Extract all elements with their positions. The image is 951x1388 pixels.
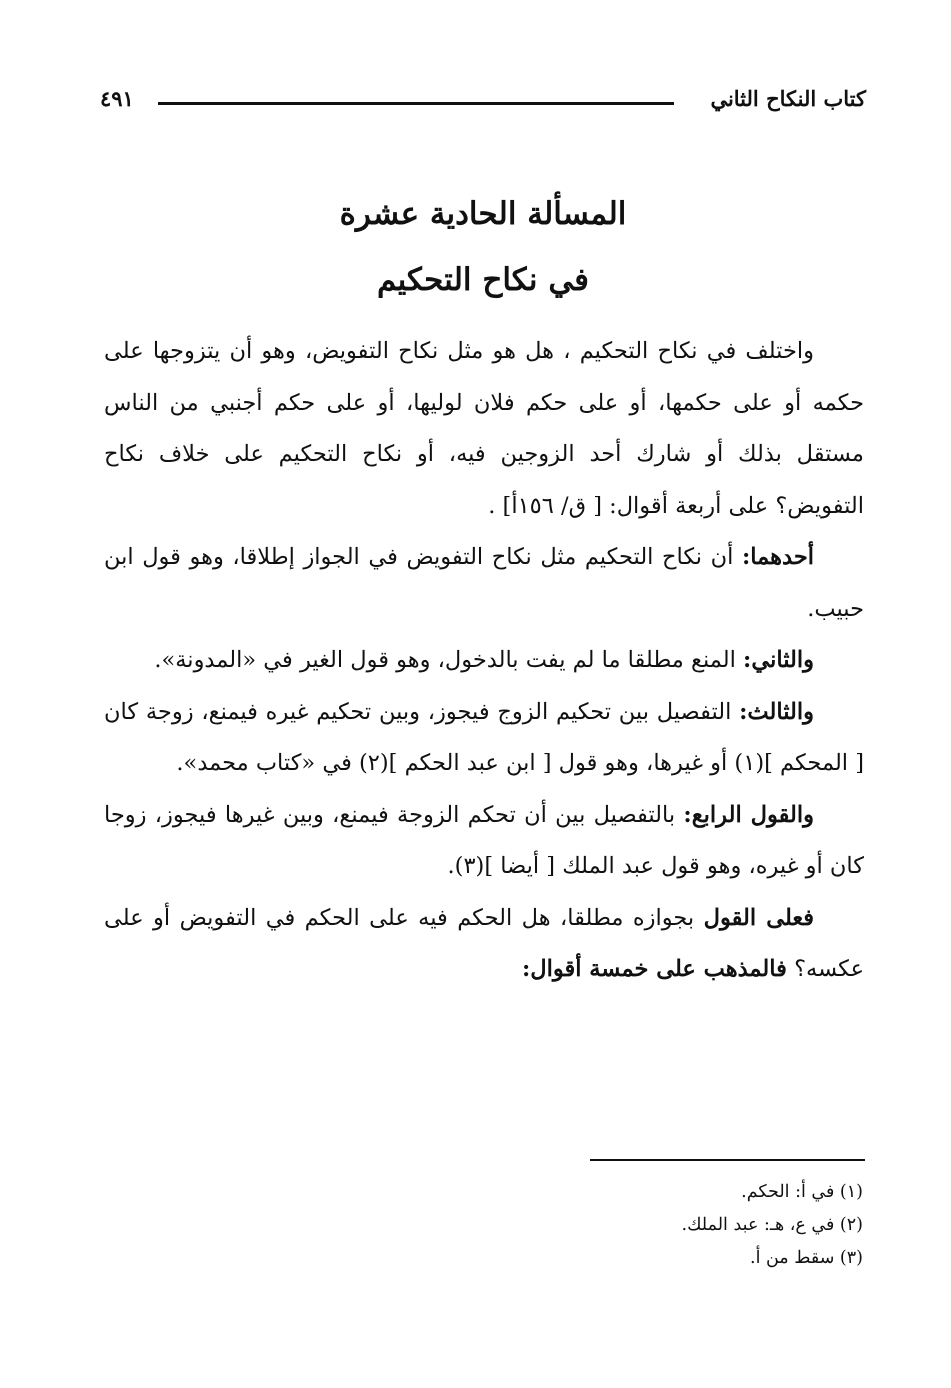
paragraph-text: بجوازه مطلقا، هل الحكم فيه على الحكم في التفويض أو على عكسه؟: [104, 904, 864, 982]
body-text: [104, 326, 864, 996]
footnotes: [363, 1176, 863, 1275]
footnote-3: (٣) سقط من أ.: [750, 1248, 863, 1268]
paragraph-second-opinion: [104, 635, 864, 687]
chapter-heading-line1: المسألة الحادية عشرة: [339, 196, 627, 232]
paragraph-fourth-opinion: [104, 790, 864, 893]
paragraph-lead: والقول الرابع:: [683, 801, 814, 828]
paragraph-first-opinion: [104, 532, 864, 635]
footnote-1: (١) في أ: الحكم.: [741, 1182, 863, 1202]
paragraph-text: بالتفصيل بين أن تحكم الزوجة فيمنع، وبين غيرها فيجوز، زوجا كان أو غيره، وهو قول عبد الملك [ أيضا ](٣).: [104, 801, 864, 879]
running-header: [100, 86, 866, 120]
paragraph-lead: والثاني:: [743, 647, 814, 673]
page-number: ٤٩١: [100, 86, 134, 111]
paragraph-text: واختلف في نكاح التحكيم ، هل هو مثل نكاح التفويض، وهو أن يتزوجها على حكمه أو على حكمها، أو على حكم فلان لوليها، أو على حكم أجنبي من الناس مستقل بذلك أو شارك أحد الزوجين فيه، أو نكاح التحكيم على خلاف نكاح التفويض؟ على أربعة أقوال: [ ق/ ١٥٦أ] .: [104, 338, 864, 519]
paragraph-intro: [104, 326, 864, 532]
paragraph-lead: والثالث:: [739, 698, 814, 725]
chapter-heading-line2: في نكاح التحكيم: [377, 262, 589, 298]
paragraph-lead: أحدهما:: [741, 544, 814, 570]
paragraph-third-opinion: [104, 687, 864, 790]
paragraph-text: أن نكاح التحكيم مثل نكاح التفويض في الجواز إطلاقا، وهو قول ابن حبيب.: [104, 544, 864, 622]
paragraph-text: المنع مطلقا ما لم يفت بالدخول، وهو قول الغير في «المدونة».: [154, 647, 736, 673]
paragraph-conclusion: [104, 893, 864, 996]
paragraph-text: التفصيل بين تحكيم الزوج فيجوز، وبين تحكيم غيره فيمنع، زوجة كان [ المحكم ](١) أو غيرها، وهو قول [ ابن عبد الحكم ](٢) في «كتاب محمد».: [104, 698, 864, 776]
footnote-rule: [590, 1159, 865, 1161]
paragraph-lead: فعلى القول: [703, 904, 815, 931]
paragraph-tail: فالمذهب على خمسة أقوال:: [521, 956, 787, 982]
header-rule: [158, 102, 674, 105]
running-title: كتاب النكاح الثاني: [710, 86, 866, 111]
footnote-2: (٢) في ع، هـ: عبد الملك.: [681, 1215, 863, 1235]
